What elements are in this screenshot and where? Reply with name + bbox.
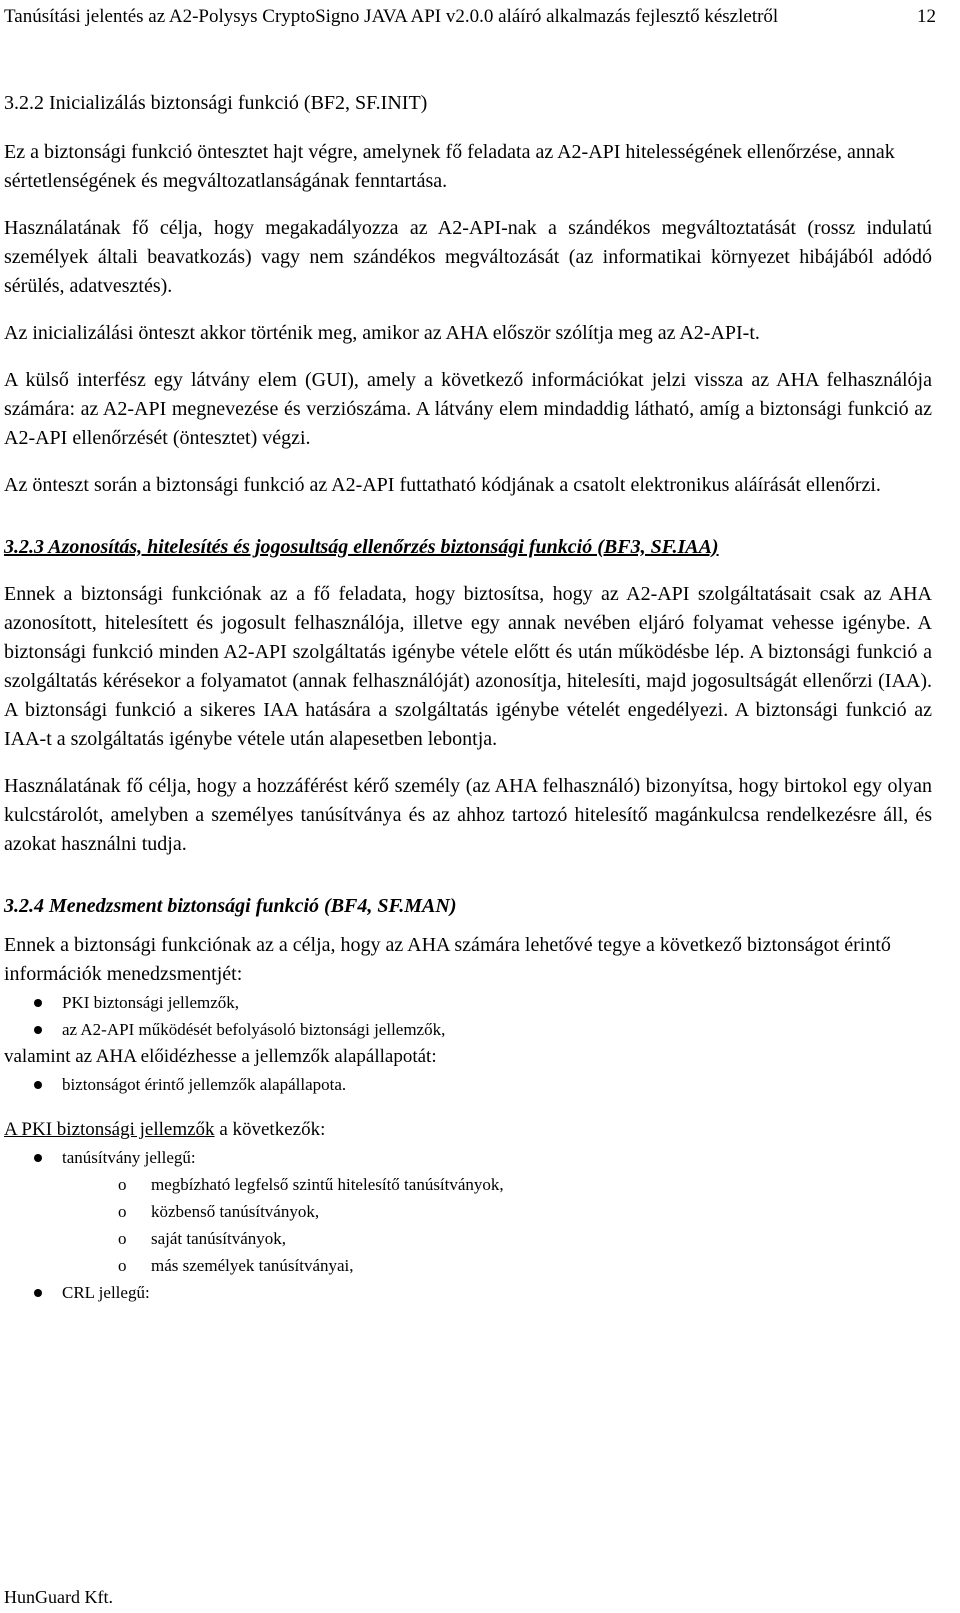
paragraph: Használatának fő célja, hogy a hozzáférést kérő személy (az AHA felhasználó) bizonyítsa, hogy birtokol egy olyan kulcstárolót, amelyben a személyes tanúsítványa és az ahhoz tartozó hitelesítő magánkulcsa rendelkezésre áll, és azokat használni tudja.: [4, 775, 932, 855]
header-title: Tanúsítási jelentés az A2-Polysys CryptoSigno JAVA API v2.0.0 aláíró alkalmazás fejlesztő készletről: [4, 6, 779, 27]
page-footer: [4, 1582, 113, 1613]
page-number: 12: [917, 6, 936, 27]
document-body: [4, 88, 932, 1306]
paragraph: Ennek a biztonsági funkciónak az a célja, hogy az AHA számára lehetővé tegye a következő biztonságot érintő információk menedzsmentjét:: [4, 934, 891, 985]
paragraph: Az önteszt során a biztonsági funkció az A2-API futtatható kódjának a csatolt elektronikus aláírását ellenőrzi.: [4, 474, 881, 496]
sub-list-item: o más személyek tanúsítványai,: [4, 1252, 932, 1279]
bullet-list: [4, 989, 932, 1043]
list-item: CRL jellegű:: [4, 1279, 932, 1306]
list-item: PKI biztonsági jellemzők,: [4, 989, 932, 1016]
bullet-list: [4, 1071, 932, 1098]
list-item: az A2-API működését befolyásoló biztonsági jellemzők,: [4, 1016, 932, 1043]
paragraph: Használatának fő célja, hogy megakadályozza az A2-API-nak a szándékos megváltoztatását (rossz indulatú személyek általi beavatkozás) vagy nem szándékos megváltozását (az informatikai környezet hibájából adódó sérülés, adatvesztés).: [4, 217, 932, 297]
bullet-list: [4, 1279, 932, 1306]
heading-3-2-2: 3.2.2 Inicializálás biztonsági funkció (BF2, SF.INIT): [4, 92, 428, 114]
paragraph: Ennek a biztonsági funkciónak az a fő feladata, hogy biztosítsa, hogy az A2-API szolgáltatásait csak az AHA azonosított, hitelesített és jogosult felhasználója, illetve egy annak nevében eljáró folyamat vehesse igénybe. A biztonsági funkció minden A2-API szolgáltatás igénybe vétele előtt és után működésbe lép. A biztonsági funkció a szolgáltatás kérésekor a folyamatot (annak felhasználóját) azonosítja, hitelesíti, majd jogosultságát ellenőrzi (IAA). A biztonsági funkció a sikeres IAA hatására a szolgáltatás igénybe vételét engedélyezi. A biztonsági funkció az IAA-t a szolgáltatás igénybe vétele után alapesetben lebontja.: [4, 583, 932, 750]
heading-3-2-3: [4, 532, 932, 562]
footer-company: HunGuard Kft.: [4, 1587, 113, 1607]
pki-lead-rest: a következők:: [214, 1119, 326, 1140]
paragraph: A külső interfész egy látvány elem (GUI), amely a következő információkat jelzi vissza az AHA felhasználója számára: az A2-API megnevezése és verziószáma. A látvány elem mindaddig látható, amíg a biztonsági funkció az A2-API ellenőrzését (öntesztet) végzi.: [4, 369, 932, 449]
bullet-list: [4, 1144, 932, 1171]
heading-3-2-4: 3.2.4 Menedzsment biztonsági funkció (BF4, SF.MAN): [4, 895, 457, 917]
pki-lead: [4, 1116, 932, 1144]
paragraph: Ez a biztonsági funkció öntesztet hajt végre, amelynek fő feladata az A2-API hitelességének ellenőrzése, annak sértetlenségének és megváltozatlanságának fenntartása.: [4, 141, 895, 192]
sub-list-item: o saját tanúsítványok,: [4, 1225, 932, 1252]
paragraph: Az inicializálási önteszt akkor történik meg, amikor az AHA először szólítja meg az A2-API-t.: [4, 322, 760, 344]
list-item: tanúsítvány jellegű:: [4, 1144, 932, 1171]
sub-list: [4, 1171, 932, 1279]
list-item: biztonságot érintő jellemzők alapállapota.: [4, 1071, 932, 1098]
pki-lead-underlined: A PKI biztonsági jellemzők: [4, 1119, 215, 1140]
sub-list-item: o megbízható legfelső szintű hitelesítő tanúsítványok,: [4, 1171, 932, 1198]
heading-text: 3.2.3 Azonosítás, hitelesítés és jogosultság ellenőrzés biztonsági funkció (BF3, SF.IAA): [4, 536, 719, 558]
page-header: [4, 0, 936, 34]
sub-list-item: o közbenső tanúsítványok,: [4, 1198, 932, 1225]
paragraph: valamint az AHA előidézhesse a jellemzők alapállapotát:: [4, 1046, 437, 1067]
